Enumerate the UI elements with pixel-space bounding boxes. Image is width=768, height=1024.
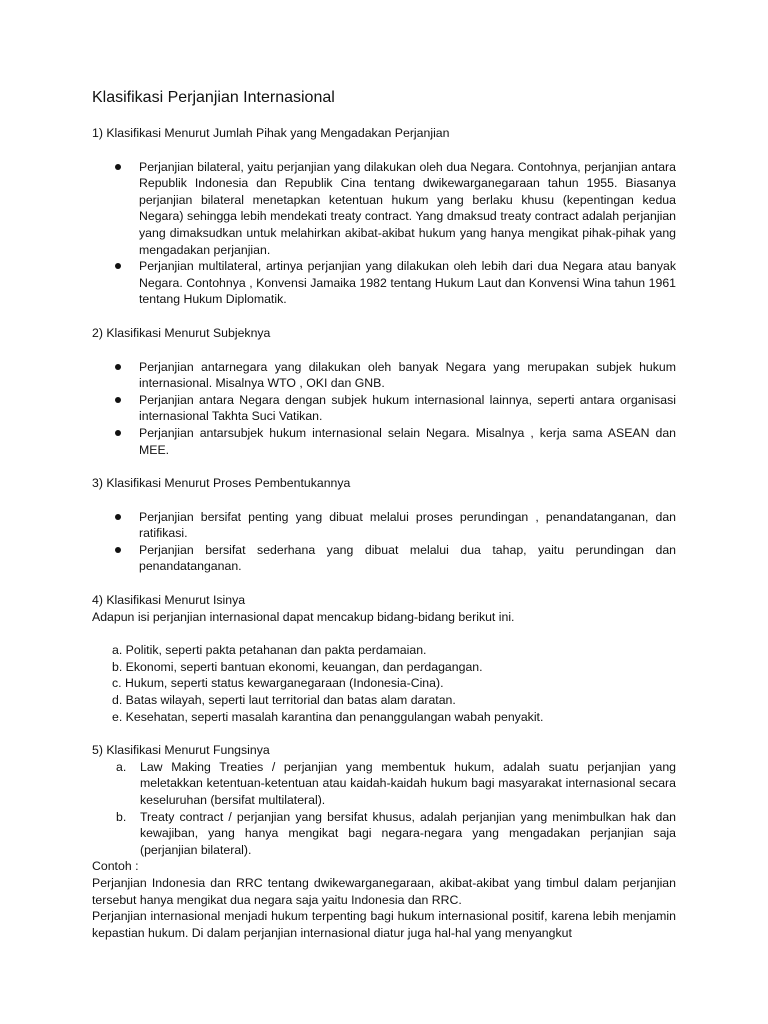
contoh-label: Contoh : <box>92 859 139 874</box>
list-item: Perjanjian antarnegara yang dilakukan oleh banyak Negara yang merupakan subjek hukum internasional. Misalnya WTO , OKI dan GNB. <box>139 359 676 392</box>
list-item: b. Ekonomi, seperti bantuan ekonomi, keuangan, dan perdagangan. <box>112 659 483 674</box>
bullet-icon <box>115 547 121 553</box>
bullet-icon <box>115 364 121 370</box>
section-3-heading: 3) Klasifikasi Menurut Proses Pembentukannya <box>92 476 351 491</box>
bullet-icon <box>115 430 121 436</box>
contoh-text: Perjanjian Indonesia dan RRC tentang dwikewarganegaraan, akibat-akibat yang timbul dalam perjanjian tersebut hanya mengikat dua negara saja yaitu Indonesia dan RRC. <box>92 875 676 907</box>
bullet-icon <box>115 514 121 520</box>
section-1-heading: 1) Klasifikasi Menurut Jumlah Pihak yang Mengadakan Perjanjian <box>92 126 450 140</box>
section-5-list <box>92 759 676 859</box>
section-2-list <box>92 359 676 459</box>
list-item: a. Politik, seperti pakta petahanan dan pakta perdamaian. <box>112 643 427 658</box>
section-4-list <box>92 642 676 725</box>
list-item: d. Batas wilayah, seperti laut territorial dan batas alam daratan. <box>112 693 456 708</box>
list-item: Perjanjian bersifat penting yang dibuat melalui proses perundingan , penandatanganan, dan ratifikasi. <box>139 509 676 542</box>
section-4-heading: 4) Klasifikasi Menurut Isinya <box>92 593 246 608</box>
list-item: Perjanjian antarsubjek hukum internasional selain Negara. Misalnya , kerja sama ASEAN dan MEE. <box>139 425 676 458</box>
list-item: Perjanjian bilateral, yaitu perjanjian yang dilakukan oleh dua Negara. Contohnya, perjanjian antara Republik Indonesia dan Republik Cina tentang dwikewarganegaraan tahun 1955. Biasanya perjanjian bilateral menetapkan ketentuan hukum yang berlaku khusu (kepentingan kedua Negara) sehingga lebih mendekati treaty contract. Yang dmaksud treaty contract adalah perjanjian yang dimaksudkan untuk melahirkan akibat-akibat hukum yang hanya mengikat pihak-pihak yang mengadakan perjanjian. <box>139 159 676 259</box>
list-item: a. Law Making Treaties / perjanjian yang membentuk hukum, adalah suatu perjanjian yang meletakkan ketentuan-ketentuan atau kaidah-kaidah hukum bagi masyarakat internasional secara keseluruhan (bersifat multilateral). <box>116 759 676 807</box>
bullet-icon <box>115 164 121 170</box>
bullet-icon <box>115 397 121 403</box>
bullet-icon <box>115 263 121 269</box>
list-item: b. Treaty contract / perjanjian yang bersifat khusus, adalah perjanjian yang menimbulkan hak dan kewajiban, yang hanya mengikat bagi negara-negara yang mengadakan perjanjian saja (perjanjian bilateral). <box>116 809 676 857</box>
list-item: Perjanjian antara Negara dengan subjek hukum internasional lainnya, seperti antara organisasi internasional Takhta Suci Vatikan. <box>139 392 676 425</box>
list-item: Perjanjian multilateral, artinya perjanjian yang dilakukan oleh lebih dari dua Negara atau banyak Negara. Contohnya , Konvensi Jamaika 1982 tentang Hukum Laut dan Konvensi Wina tahun 1961 tentang Hukum Diplomatik. <box>139 258 676 308</box>
section-2-heading: 2) Klasifikasi Menurut Subjeknya <box>92 325 271 340</box>
list-item: c. Hukum, seperti status kewarganegaraan (Indonesia-Cina). <box>112 676 444 691</box>
section-1-list <box>92 159 676 308</box>
document-page <box>92 88 676 941</box>
list-item: Perjanjian bersifat sederhana yang dibuat melalui dua tahap, yaitu perundingan dan penandatanganan. <box>139 542 676 575</box>
document-title: Klasifikasi Perjanjian Internasional <box>92 89 335 106</box>
list-item: e. Kesehatan, seperti masalah karantina dan penanggulangan wabah penyakit. <box>112 709 544 724</box>
section-4-intro: Adapun isi perjanjian internasional dapat mencakup bidang-bidang berikut ini. <box>92 609 515 624</box>
section-5-heading: 5) Klasifikasi Menurut Fungsinya <box>92 743 270 758</box>
section-3-list <box>92 509 676 575</box>
closing-text: Perjanjian internasional menjadi hukum terpenting bagi hukum internasional positif, karena lebih menjamin kepastian hukum. Di dalam perjanjian internasional diatur juga hal-hal yang menyangkut <box>92 909 676 940</box>
